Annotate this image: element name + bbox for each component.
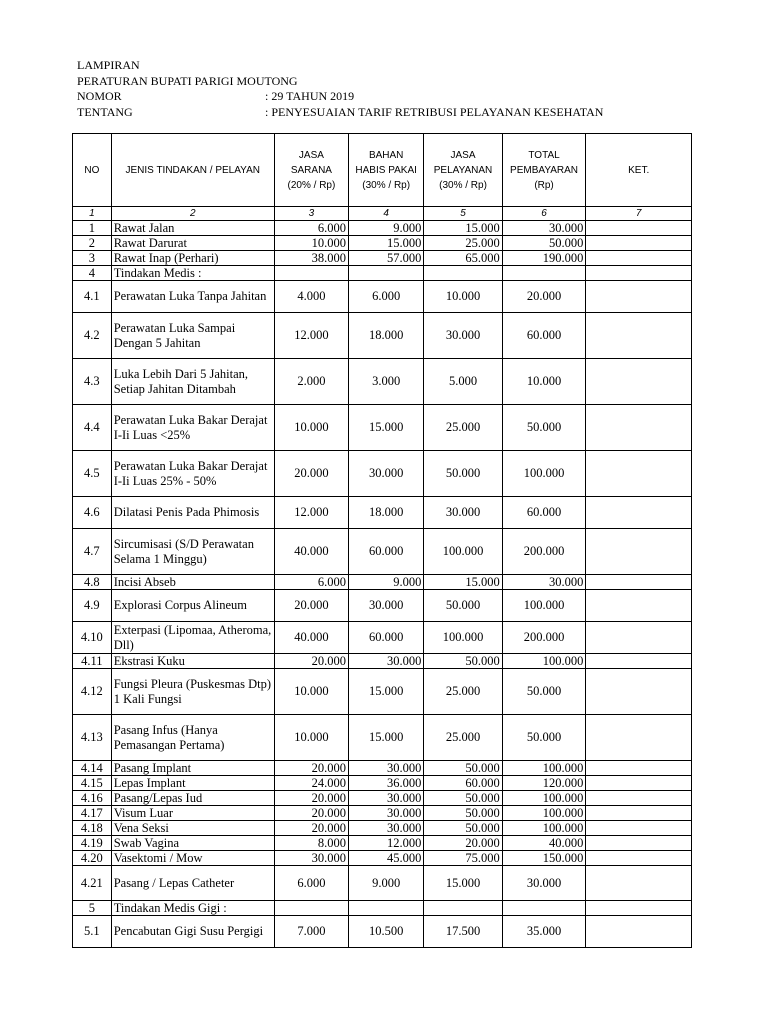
row-number: 4.12 xyxy=(73,669,112,715)
row-total-pembayaran: 200.000 xyxy=(502,529,586,575)
table-row xyxy=(73,405,692,451)
row-number: 4.3 xyxy=(73,359,112,405)
row-total-pembayaran: 30.000 xyxy=(502,575,586,590)
table-row xyxy=(73,821,692,836)
row-keterangan xyxy=(586,451,692,497)
row-tindakan-name: Pencabutan Gigi Susu Pergigi xyxy=(111,916,274,948)
row-total-pembayaran: 50.000 xyxy=(502,669,586,715)
table-row xyxy=(73,806,692,821)
table-row xyxy=(73,359,692,405)
row-tindakan-name: Perawatan Luka Sampai Dengan 5 Jahitan xyxy=(111,313,274,359)
row-jasa-pelayanan: 50.000 xyxy=(424,451,502,497)
row-number: 4.15 xyxy=(73,776,112,791)
row-number: 4.4 xyxy=(73,405,112,451)
header-tentang-value: : PENYESUAIAN TARIF RETRIBUSI PELAYANAN KESEHATAN xyxy=(265,104,604,119)
table-row xyxy=(73,251,692,266)
row-keterangan xyxy=(586,761,692,776)
row-tindakan-name: Ekstrasi Kuku xyxy=(111,654,274,669)
row-bahan-habis-pakai: 18.000 xyxy=(349,313,424,359)
column-number: 6 xyxy=(502,207,586,221)
header-nomor-label: NOMOR xyxy=(77,89,122,103)
row-bahan-habis-pakai: 30.000 xyxy=(349,451,424,497)
row-number: 4 xyxy=(73,266,112,281)
header-nomor-value: : 29 TAHUN 2019 xyxy=(265,89,355,103)
header-peraturan: PERATURAN BUPATI PARIGI MOUTONG xyxy=(77,73,298,88)
row-total-pembayaran: 100.000 xyxy=(502,806,586,821)
column-number: 3 xyxy=(274,207,348,221)
row-tindakan-name: Pasang / Lepas Catheter xyxy=(111,866,274,901)
row-jasa-pelayanan: 100.000 xyxy=(424,529,502,575)
table-row xyxy=(73,236,692,251)
row-jasa-pelayanan: 5.000 xyxy=(424,359,502,405)
row-keterangan xyxy=(586,622,692,654)
row-bahan-habis-pakai: 15.000 xyxy=(349,236,424,251)
row-number: 2 xyxy=(73,236,112,251)
row-keterangan xyxy=(586,359,692,405)
table-row xyxy=(73,901,692,916)
row-tindakan-name: Pasang/Lepas Iud xyxy=(111,791,274,806)
table-row xyxy=(73,916,692,948)
row-jasa-pelayanan: 25.000 xyxy=(424,236,502,251)
row-keterangan xyxy=(586,916,692,948)
row-number: 4.17 xyxy=(73,806,112,821)
row-tindakan-name: Explorasi Corpus Alineum xyxy=(111,590,274,622)
row-tindakan-name: Sircumisasi (S/D Perawatan Selama 1 Minggu) xyxy=(111,529,274,575)
row-tindakan-name: Fungsi Pleura (Puskesmas Dtp) 1 Kali Fungsi xyxy=(111,669,274,715)
header-jasa-sarana: JASA SARANA (20% / Rp) xyxy=(274,134,348,207)
row-number: 4.1 xyxy=(73,281,112,313)
table-row xyxy=(73,590,692,622)
row-jasa-sarana: 12.000 xyxy=(274,497,348,529)
row-jasa-pelayanan: 100.000 xyxy=(424,622,502,654)
row-number: 4.10 xyxy=(73,622,112,654)
row-keterangan xyxy=(586,776,692,791)
row-jasa-sarana: 24.000 xyxy=(274,776,348,791)
row-jasa-sarana: 30.000 xyxy=(274,851,348,866)
row-jasa-pelayanan: 60.000 xyxy=(424,776,502,791)
row-number: 3 xyxy=(73,251,112,266)
row-bahan-habis-pakai xyxy=(349,266,424,281)
row-jasa-pelayanan xyxy=(424,901,502,916)
row-total-pembayaran: 50.000 xyxy=(502,236,586,251)
row-total-pembayaran xyxy=(502,901,586,916)
row-jasa-sarana: 20.000 xyxy=(274,821,348,836)
row-tindakan-name: Luka Lebih Dari 5 Jahitan, Setiap Jahitan Ditambah xyxy=(111,359,274,405)
row-jasa-pelayanan: 25.000 xyxy=(424,669,502,715)
row-jasa-sarana: 8.000 xyxy=(274,836,348,851)
row-number: 4.14 xyxy=(73,761,112,776)
row-total-pembayaran: 20.000 xyxy=(502,281,586,313)
row-total-pembayaran: 100.000 xyxy=(502,821,586,836)
table-row xyxy=(73,836,692,851)
row-jasa-pelayanan: 50.000 xyxy=(424,761,502,776)
header-bahan-habis-pakai: BAHAN HABIS PAKAI (30% / Rp) xyxy=(349,134,424,207)
row-keterangan xyxy=(586,251,692,266)
row-jasa-sarana: 6.000 xyxy=(274,866,348,901)
row-number: 4.11 xyxy=(73,654,112,669)
row-jasa-pelayanan: 50.000 xyxy=(424,791,502,806)
row-keterangan xyxy=(586,901,692,916)
table-row xyxy=(73,622,692,654)
column-number: 4 xyxy=(349,207,424,221)
row-keterangan xyxy=(586,281,692,313)
document-header xyxy=(77,58,603,120)
row-number: 4.18 xyxy=(73,821,112,836)
row-bahan-habis-pakai: 30.000 xyxy=(349,761,424,776)
table-row xyxy=(73,221,692,236)
row-bahan-habis-pakai: 18.000 xyxy=(349,497,424,529)
row-number: 4.13 xyxy=(73,715,112,761)
row-number: 5 xyxy=(73,901,112,916)
row-keterangan xyxy=(586,821,692,836)
row-jasa-pelayanan: 10.000 xyxy=(424,281,502,313)
row-jasa-pelayanan: 50.000 xyxy=(424,821,502,836)
row-jasa-sarana xyxy=(274,901,348,916)
header-jenis: JENIS TINDAKAN / PELAYAN xyxy=(111,134,274,207)
header-nomor-row xyxy=(77,89,603,105)
row-keterangan xyxy=(586,836,692,851)
row-number: 4.21 xyxy=(73,866,112,901)
header-total: TOTAL PEMBAYARAN (Rp) xyxy=(502,134,586,207)
row-jasa-pelayanan: 50.000 xyxy=(424,806,502,821)
column-number-row xyxy=(73,207,692,221)
row-total-pembayaran: 100.000 xyxy=(502,761,586,776)
row-number: 4.6 xyxy=(73,497,112,529)
row-total-pembayaran: 10.000 xyxy=(502,359,586,405)
row-bahan-habis-pakai: 45.000 xyxy=(349,851,424,866)
row-number: 4.9 xyxy=(73,590,112,622)
row-total-pembayaran: 100.000 xyxy=(502,791,586,806)
row-bahan-habis-pakai: 30.000 xyxy=(349,806,424,821)
header-no: NO xyxy=(73,134,112,207)
row-total-pembayaran: 30.000 xyxy=(502,221,586,236)
header-tentang-label: TENTANG xyxy=(77,104,133,119)
tarif-table xyxy=(72,133,692,948)
row-tindakan-name: Lepas Implant xyxy=(111,776,274,791)
row-jasa-sarana: 6.000 xyxy=(274,221,348,236)
row-total-pembayaran: 200.000 xyxy=(502,622,586,654)
row-tindakan-name: Pasang Implant xyxy=(111,761,274,776)
row-jasa-sarana: 10.000 xyxy=(274,669,348,715)
row-jasa-pelayanan: 25.000 xyxy=(424,715,502,761)
row-jasa-sarana: 10.000 xyxy=(274,405,348,451)
header-ket: KET. xyxy=(586,134,692,207)
row-keterangan xyxy=(586,236,692,251)
row-total-pembayaran: 30.000 xyxy=(502,866,586,901)
row-bahan-habis-pakai: 15.000 xyxy=(349,669,424,715)
row-jasa-sarana: 10.000 xyxy=(274,715,348,761)
table-header-row xyxy=(73,134,692,207)
row-total-pembayaran: 50.000 xyxy=(502,715,586,761)
row-total-pembayaran: 190.000 xyxy=(502,251,586,266)
row-jasa-pelayanan: 30.000 xyxy=(424,497,502,529)
header-jasa-pelayanan: JASA PELAYANAN (30% / Rp) xyxy=(424,134,502,207)
row-tindakan-name: Perawatan Luka Tanpa Jahitan xyxy=(111,281,274,313)
row-keterangan xyxy=(586,715,692,761)
row-tindakan-name: Vena Seksi xyxy=(111,821,274,836)
table-row xyxy=(73,669,692,715)
row-jasa-pelayanan: 15.000 xyxy=(424,866,502,901)
table-row xyxy=(73,266,692,281)
column-number: 1 xyxy=(73,207,112,221)
row-keterangan xyxy=(586,590,692,622)
row-jasa-sarana: 20.000 xyxy=(274,806,348,821)
row-keterangan xyxy=(586,575,692,590)
row-jasa-pelayanan: 25.000 xyxy=(424,405,502,451)
row-tindakan-name: Tindakan Medis : xyxy=(111,266,274,281)
row-jasa-sarana: 4.000 xyxy=(274,281,348,313)
table-row xyxy=(73,497,692,529)
row-bahan-habis-pakai: 30.000 xyxy=(349,821,424,836)
row-total-pembayaran: 40.000 xyxy=(502,836,586,851)
column-number: 5 xyxy=(424,207,502,221)
table-row xyxy=(73,529,692,575)
row-number: 4.16 xyxy=(73,791,112,806)
row-keterangan xyxy=(586,313,692,359)
row-bahan-habis-pakai: 15.000 xyxy=(349,405,424,451)
row-jasa-pelayanan: 17.500 xyxy=(424,916,502,948)
row-number: 4.7 xyxy=(73,529,112,575)
row-tindakan-name: Rawat Darurat xyxy=(111,236,274,251)
row-number: 4.5 xyxy=(73,451,112,497)
row-number: 4.8 xyxy=(73,575,112,590)
row-bahan-habis-pakai: 9.000 xyxy=(349,866,424,901)
row-number: 5.1 xyxy=(73,916,112,948)
row-bahan-habis-pakai: 10.500 xyxy=(349,916,424,948)
row-jasa-sarana: 20.000 xyxy=(274,791,348,806)
row-jasa-pelayanan: 30.000 xyxy=(424,313,502,359)
row-bahan-habis-pakai: 30.000 xyxy=(349,590,424,622)
row-jasa-sarana: 12.000 xyxy=(274,313,348,359)
row-jasa-sarana: 10.000 xyxy=(274,236,348,251)
row-tindakan-name: Swab Vagina xyxy=(111,836,274,851)
row-jasa-pelayanan: 50.000 xyxy=(424,590,502,622)
row-keterangan xyxy=(586,497,692,529)
row-tindakan-name: Incisi Abseb xyxy=(111,575,274,590)
row-tindakan-name: Exterpasi (Lipomaa, Atheroma, Dll) xyxy=(111,622,274,654)
row-keterangan xyxy=(586,806,692,821)
row-bahan-habis-pakai: 36.000 xyxy=(349,776,424,791)
row-jasa-sarana: 40.000 xyxy=(274,529,348,575)
table-row xyxy=(73,313,692,359)
table-row xyxy=(73,776,692,791)
row-jasa-sarana xyxy=(274,266,348,281)
row-number: 4.2 xyxy=(73,313,112,359)
table-row xyxy=(73,451,692,497)
row-jasa-sarana: 6.000 xyxy=(274,575,348,590)
row-jasa-sarana: 20.000 xyxy=(274,590,348,622)
row-keterangan xyxy=(586,851,692,866)
column-number: 2 xyxy=(111,207,274,221)
row-keterangan xyxy=(586,866,692,901)
row-bahan-habis-pakai: 60.000 xyxy=(349,622,424,654)
row-tindakan-name: Vasektomi / Mow xyxy=(111,851,274,866)
row-number: 4.20 xyxy=(73,851,112,866)
row-bahan-habis-pakai: 9.000 xyxy=(349,575,424,590)
row-tindakan-name: Dilatasi Penis Pada Phimosis xyxy=(111,497,274,529)
row-bahan-habis-pakai: 6.000 xyxy=(349,281,424,313)
row-tindakan-name: Rawat Jalan xyxy=(111,221,274,236)
row-jasa-sarana: 20.000 xyxy=(274,654,348,669)
row-jasa-sarana: 2.000 xyxy=(274,359,348,405)
row-jasa-sarana: 38.000 xyxy=(274,251,348,266)
row-total-pembayaran: 50.000 xyxy=(502,405,586,451)
row-tindakan-name: Rawat Inap (Perhari) xyxy=(111,251,274,266)
table-row xyxy=(73,866,692,901)
row-tindakan-name: Perawatan Luka Bakar Derajat I-Ii Luas 25% - 50% xyxy=(111,451,274,497)
row-total-pembayaran: 35.000 xyxy=(502,916,586,948)
table-row xyxy=(73,761,692,776)
header-lampiran: LAMPIRAN xyxy=(77,58,140,72)
row-jasa-pelayanan: 50.000 xyxy=(424,654,502,669)
row-keterangan xyxy=(586,654,692,669)
row-bahan-habis-pakai: 12.000 xyxy=(349,836,424,851)
row-bahan-habis-pakai: 57.000 xyxy=(349,251,424,266)
table-row xyxy=(73,654,692,669)
row-number: 4.19 xyxy=(73,836,112,851)
table-row xyxy=(73,851,692,866)
table-row xyxy=(73,281,692,313)
row-bahan-habis-pakai: 30.000 xyxy=(349,654,424,669)
row-keterangan xyxy=(586,405,692,451)
row-number: 1 xyxy=(73,221,112,236)
row-tindakan-name: Visum Luar xyxy=(111,806,274,821)
row-total-pembayaran xyxy=(502,266,586,281)
row-jasa-pelayanan: 15.000 xyxy=(424,221,502,236)
row-bahan-habis-pakai: 60.000 xyxy=(349,529,424,575)
column-number: 7 xyxy=(586,207,692,221)
row-keterangan xyxy=(586,669,692,715)
row-keterangan xyxy=(586,529,692,575)
row-jasa-sarana: 20.000 xyxy=(274,761,348,776)
row-bahan-habis-pakai: 9.000 xyxy=(349,221,424,236)
row-tindakan-name: Perawatan Luka Bakar Derajat I-Ii Luas <25% xyxy=(111,405,274,451)
table-row xyxy=(73,791,692,806)
row-jasa-pelayanan: 15.000 xyxy=(424,575,502,590)
row-jasa-sarana: 7.000 xyxy=(274,916,348,948)
row-jasa-pelayanan: 65.000 xyxy=(424,251,502,266)
header-tentang-row xyxy=(77,105,603,121)
row-jasa-pelayanan: 75.000 xyxy=(424,851,502,866)
row-total-pembayaran: 120.000 xyxy=(502,776,586,791)
row-total-pembayaran: 60.000 xyxy=(502,497,586,529)
row-keterangan xyxy=(586,221,692,236)
table-row xyxy=(73,715,692,761)
row-jasa-sarana: 40.000 xyxy=(274,622,348,654)
row-total-pembayaran: 150.000 xyxy=(502,851,586,866)
row-total-pembayaran: 60.000 xyxy=(502,313,586,359)
row-tindakan-name: Tindakan Medis Gigi : xyxy=(111,901,274,916)
row-tindakan-name: Pasang Infus (Hanya Pemasangan Pertama) xyxy=(111,715,274,761)
row-keterangan xyxy=(586,266,692,281)
row-bahan-habis-pakai: 15.000 xyxy=(349,715,424,761)
row-jasa-pelayanan: 20.000 xyxy=(424,836,502,851)
row-total-pembayaran: 100.000 xyxy=(502,654,586,669)
row-total-pembayaran: 100.000 xyxy=(502,590,586,622)
row-total-pembayaran: 100.000 xyxy=(502,451,586,497)
row-bahan-habis-pakai: 3.000 xyxy=(349,359,424,405)
row-jasa-pelayanan xyxy=(424,266,502,281)
row-bahan-habis-pakai xyxy=(349,901,424,916)
table-row xyxy=(73,575,692,590)
row-keterangan xyxy=(586,791,692,806)
row-bahan-habis-pakai: 30.000 xyxy=(349,791,424,806)
row-jasa-sarana: 20.000 xyxy=(274,451,348,497)
